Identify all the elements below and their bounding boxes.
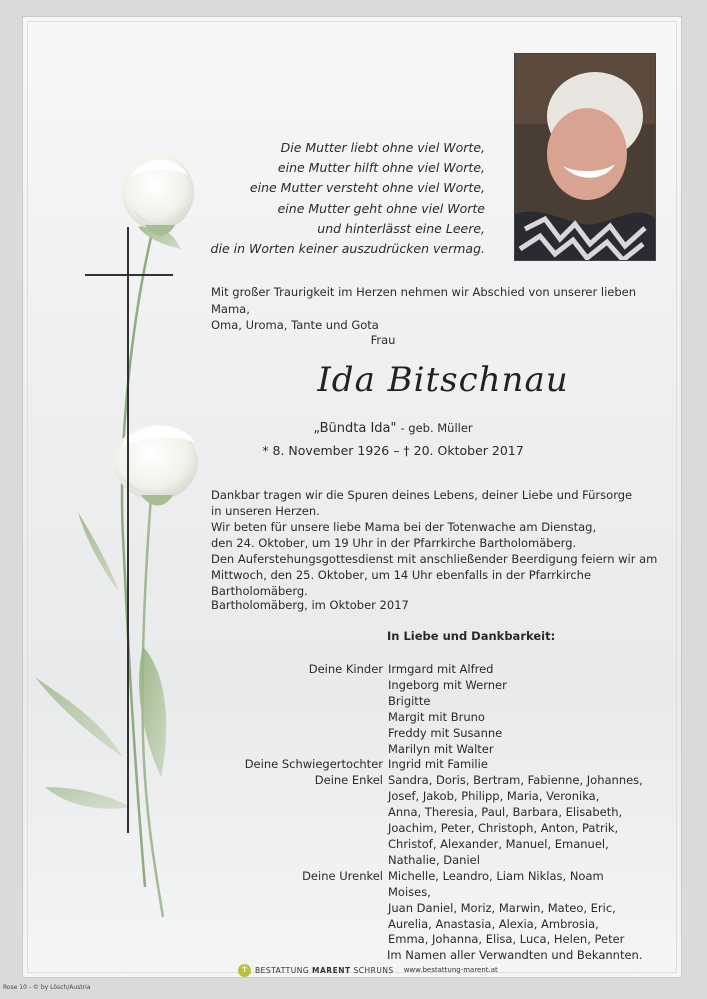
body-line: den 24. Oktober, um 19 Uhr in der Pfarrkirche Bartholomäberg. <box>211 536 577 550</box>
life-dates: * 8. November 1926 – † 20. Oktober 2017 <box>262 443 524 458</box>
mourner-name: Margit mit Bruno <box>388 709 485 724</box>
mourner-name: Emma, Johanna, Elisa, Luca, Helen, Peter <box>388 932 625 947</box>
funeral-home-footer <box>238 961 518 979</box>
announcement-body <box>211 487 671 599</box>
mourner-name: Juan Daniel, Moriz, Marwin, Mateo, Eric, <box>388 900 616 915</box>
nickname-line <box>253 420 533 436</box>
mourner-name: Brigitte <box>388 693 431 708</box>
obituary-card <box>22 16 682 978</box>
brand-prefix: BESTATTUNG <box>255 965 310 975</box>
place-date: Bartholomäberg, im Oktober 2017 <box>211 598 409 612</box>
mourner-name: Ingrid mit Familie <box>388 757 488 772</box>
mourner-name: Joachim, Peter, Christoph, Anton, Patrik, <box>388 821 619 836</box>
intro-text <box>211 284 671 334</box>
body-line: Den Auferstehungsgottesdienst mit anschließender Beerdigung feiern wir am <box>211 552 658 566</box>
mourners-list <box>213 662 653 948</box>
mourner-name: Anna, Theresia, Paul, Barbara, Elisabeth, <box>388 805 623 820</box>
cross-vertical-bar <box>127 227 129 833</box>
mourner-name: Nathalie, Daniel <box>388 852 480 867</box>
mourner-label: Deine Kinder <box>308 662 383 676</box>
poem-line: eine Mutter geht ohne viel Worte <box>277 200 485 216</box>
cross-horizontal-bar <box>85 274 173 276</box>
mourner-name: Aurelia, Anastasia, Alexia, Ambrosia, <box>388 916 599 931</box>
poem-line: eine Mutter versteht ohne viel Worte, <box>249 180 485 196</box>
body-line: in unseren Herzen. <box>211 504 320 518</box>
funeral-home-url[interactable]: www.bestattung-marent.at <box>403 966 498 974</box>
mourner-name: Sandra, Doris, Bertram, Fabienne, Johannes, <box>388 773 643 788</box>
mourner-name: Ingeborg mit Werner <box>388 677 507 692</box>
mourner-group-daughter-in-law <box>213 757 653 773</box>
mourner-name: Marilyn mit Walter <box>388 741 494 756</box>
mourner-group-grandchildren <box>213 773 653 868</box>
salutation: Frau <box>370 333 396 347</box>
poem-line: die in Worten keiner auszudrücken vermag. <box>210 241 485 257</box>
birth-name: - geb. Müller <box>400 421 473 435</box>
funeral-home-brand <box>255 966 394 975</box>
portrait-placeholder-icon <box>515 54 655 260</box>
nickname: „Bündta Ida" <box>313 421 397 436</box>
deceased-name: Ida Bitschnau <box>317 360 569 400</box>
poem-line: und hinterlässt eine Leere, <box>317 220 485 236</box>
intro-line: Oma, Uroma, Tante und Gota <box>211 318 379 332</box>
mourner-name: Freddy mit Susanne <box>388 725 503 740</box>
mourner-name: Christof, Alexander, Manuel, Emanuel, <box>388 836 609 851</box>
closing-line: Im Namen aller Verwandten und Bekannten. <box>387 948 643 962</box>
mourner-group-children <box>213 662 653 757</box>
mourner-name: Irmgard mit Alfred <box>388 662 494 676</box>
body-line: Wir beten für unsere liebe Mama bei der Totenwache am Dienstag, <box>211 520 597 534</box>
mourner-name: Josef, Jakob, Philipp, Maria, Veronika, <box>388 789 600 804</box>
mourner-group-great-grandchildren <box>213 869 653 949</box>
poem <box>165 138 485 259</box>
body-line: Mittwoch, den 25. Oktober, um 14 Uhr ebenfalls in der Pfarrkirche Bartholomäberg. <box>211 568 592 598</box>
mourner-name: Michelle, Leandro, Liam Niklas, Noam Moises, <box>388 868 604 899</box>
mourner-label: Deine Urenkel <box>302 868 383 883</box>
brand-town: SCHRUNS <box>353 965 394 975</box>
mourner-label: Deine Schwiegertochter <box>244 757 383 772</box>
brand-name: MARENT <box>312 965 351 975</box>
funeral-home-logo-icon: ✝ <box>238 964 251 977</box>
poem-line: Die Mutter liebt ohne viel Worte, <box>280 140 485 155</box>
mourner-label: Deine Enkel <box>314 773 383 788</box>
intro-line: Mit großer Traurigkeit im Herzen nehmen wir Abschied von unserer lieben Mama, <box>211 285 637 316</box>
body-line: Dankbar tragen wir die Spuren deines Lebens, deiner Liebe und Fürsorge <box>211 488 633 502</box>
poem-line: eine Mutter hilft ohne viel Worte, <box>277 160 485 176</box>
portrait-photo <box>514 53 656 261</box>
image-credit: Rose 10 - © by Lösch/Austria <box>3 984 91 991</box>
thanks-heading: In Liebe und Dankbarkeit: <box>387 629 556 643</box>
